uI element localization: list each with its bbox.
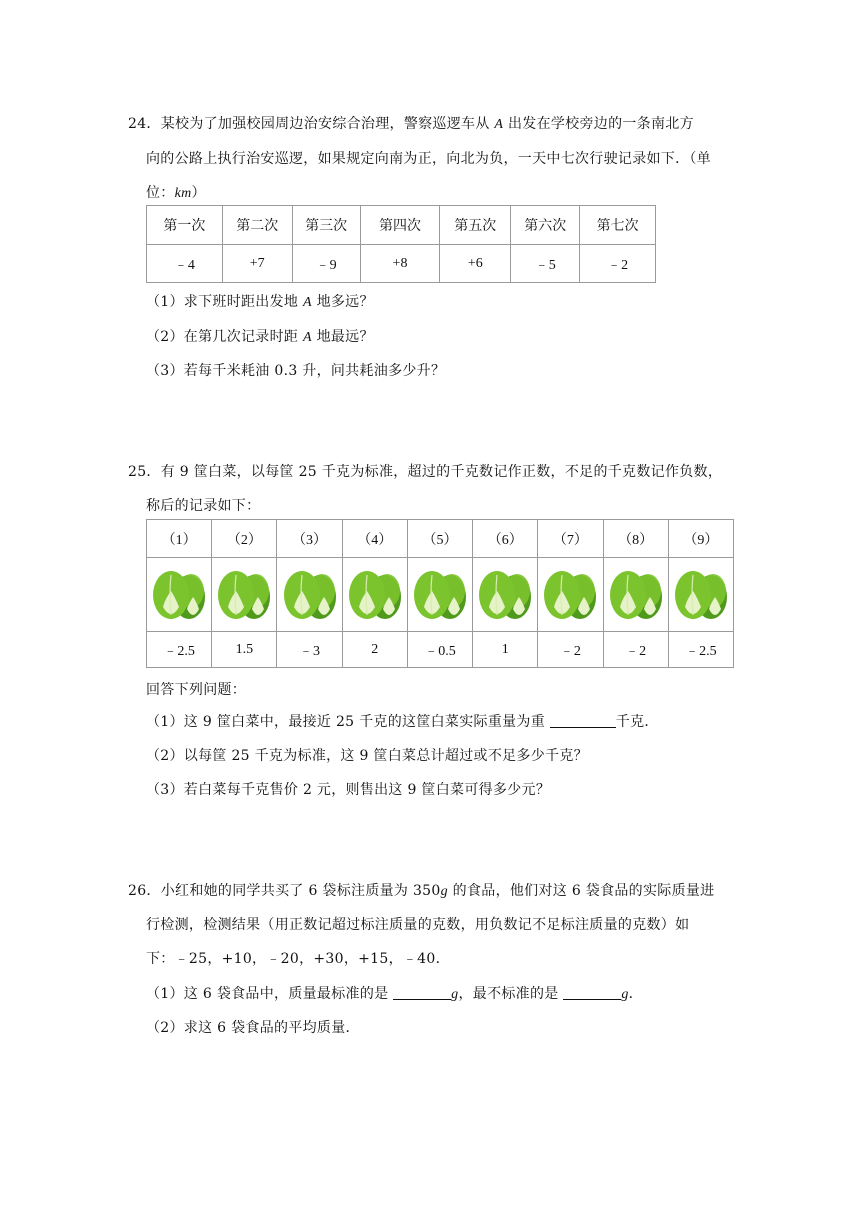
table-header-cell: 第三次 — [292, 206, 360, 245]
table-header-row — [147, 520, 734, 558]
problem-25-line-1: 25．有 9 筐白菜，以每筐 25 千克为标准，超过的千克数记作正数，不足的千克数记作负数， — [128, 464, 723, 480]
problem-number: 25． — [128, 464, 161, 480]
problem-24-line-3: 位：km） — [146, 185, 206, 201]
driving-record-table — [146, 205, 656, 283]
cabbage-image-cell — [342, 558, 407, 632]
cabbage-image — [540, 567, 600, 623]
problem-25-sub-1: （1）这 9 筐白菜中，最接近 25 千克的这筐白菜实际重量为重 千克． — [146, 714, 659, 730]
answer-blank[interactable] — [563, 985, 621, 1000]
table-value-row — [147, 245, 656, 283]
problem-24-sub-2: （2）在第几次记录时距 A 地最远？ — [146, 329, 374, 345]
table-header-cell: 第七次 — [580, 206, 656, 245]
table-value-cell: ﹣2 — [603, 632, 668, 668]
cabbage-image — [280, 567, 340, 623]
problem-24-line-2: 向的公路上执行治安巡逻，如果规定向南为正，向北为负，一天中七次行驶记录如下．（单 — [146, 151, 711, 167]
table-header-cell: 第二次 — [222, 206, 292, 245]
cabbage-image-cell — [603, 558, 668, 632]
table-header-cell: 第一次 — [147, 206, 223, 245]
cabbage-image — [606, 567, 666, 623]
problem-26-sub-1: （1）这 6 袋食品中，质量最标准的是 g，最不标准的是 g． — [146, 986, 643, 1002]
table-header-cell: （6） — [473, 520, 538, 558]
table-image-row — [147, 558, 734, 632]
cabbage-image-cell — [277, 558, 342, 632]
cabbage-image-cell — [147, 558, 212, 632]
problem-24-line-1: 24．某校为了加强校园周边治安综合治理，警察巡逻车从 A 出发在学校旁边的一条南北方 — [128, 116, 694, 132]
table-value-cell: 1 — [473, 632, 538, 668]
problem-number: 24． — [128, 116, 161, 132]
table-header-cell: （4） — [342, 520, 407, 558]
table-header-cell: （7） — [538, 520, 603, 558]
problem-24-sub-3: （3）若每千米耗油 0.3 升，问共耗油多少升？ — [146, 363, 446, 379]
problem-24-sub-1: （1）求下班时距出发地 A 地多远？ — [146, 294, 374, 310]
cabbage-image — [671, 567, 731, 623]
problem-25-sub-3: （3）若白菜每千克售价 2 元，则售出这 9 筐白菜可得多少元？ — [146, 782, 551, 798]
table-value-cell: ﹣2 — [538, 632, 603, 668]
table-value-cell: 2 — [342, 632, 407, 668]
table-header-cell: （5） — [407, 520, 472, 558]
answer-intro: 回答下列问题： — [146, 682, 247, 698]
problem-number: 26． — [128, 883, 161, 899]
table-header-row — [147, 206, 656, 245]
cabbage-image-cell — [407, 558, 472, 632]
cabbage-image — [475, 567, 535, 623]
table-value-cell: ﹣4 — [147, 245, 223, 283]
cabbage-image — [345, 567, 405, 623]
problem-25-line-2: 称后的记录如下： — [146, 498, 261, 514]
problem-26-line-3: 下：﹣25，+10，﹣20，+30，+15，﹣40． — [146, 951, 450, 967]
table-header-cell: 第四次 — [360, 206, 440, 245]
table-value-row — [147, 632, 734, 668]
table-value-cell: ﹣2.5 — [668, 632, 733, 668]
table-value-cell: 1.5 — [212, 632, 277, 668]
table-value-cell: ﹣9 — [292, 245, 360, 283]
table-header-cell: （1） — [147, 520, 212, 558]
cabbage-image-cell — [538, 558, 603, 632]
table-value-cell: +6 — [440, 245, 511, 283]
table-header-cell: （2） — [212, 520, 277, 558]
cabbage-image-cell — [473, 558, 538, 632]
cabbage-image — [149, 567, 209, 623]
table-value-cell: ﹣0.5 — [407, 632, 472, 668]
problem-26-sub-2: （2）求这 6 袋食品的平均质量． — [146, 1020, 360, 1036]
cabbage-weight-table — [146, 519, 734, 668]
cabbage-image-cell — [668, 558, 733, 632]
problem-26-line-1: 26．小红和她的同学共买了 6 袋标注质量为 350g 的食品，他们对这 6 袋食品的实际质量进 — [128, 883, 715, 899]
table-header-cell: （3） — [277, 520, 342, 558]
cabbage-image — [214, 567, 274, 623]
table-value-cell: ﹣2.5 — [147, 632, 212, 668]
answer-blank[interactable] — [393, 985, 451, 1000]
table-value-cell: +8 — [360, 245, 440, 283]
answer-blank[interactable] — [550, 713, 616, 728]
cabbage-image — [410, 567, 470, 623]
table-value-cell: +7 — [222, 245, 292, 283]
problem-26-line-2: 行检测，检测结果（用正数记超过标注质量的克数，用负数记不足标注质量的克数）如 — [146, 917, 690, 933]
problem-25-sub-2: （2）以每筐 25 千克为标准，这 9 筐白菜总计超过或不足多少千克？ — [146, 748, 588, 764]
table-value-cell: ﹣2 — [580, 245, 656, 283]
table-header-cell: 第六次 — [511, 206, 580, 245]
table-header-cell: 第五次 — [440, 206, 511, 245]
table-value-cell: ﹣3 — [277, 632, 342, 668]
table-header-cell: （9） — [668, 520, 733, 558]
cabbage-image-cell — [212, 558, 277, 632]
table-header-cell: （8） — [603, 520, 668, 558]
table-value-cell: ﹣5 — [511, 245, 580, 283]
